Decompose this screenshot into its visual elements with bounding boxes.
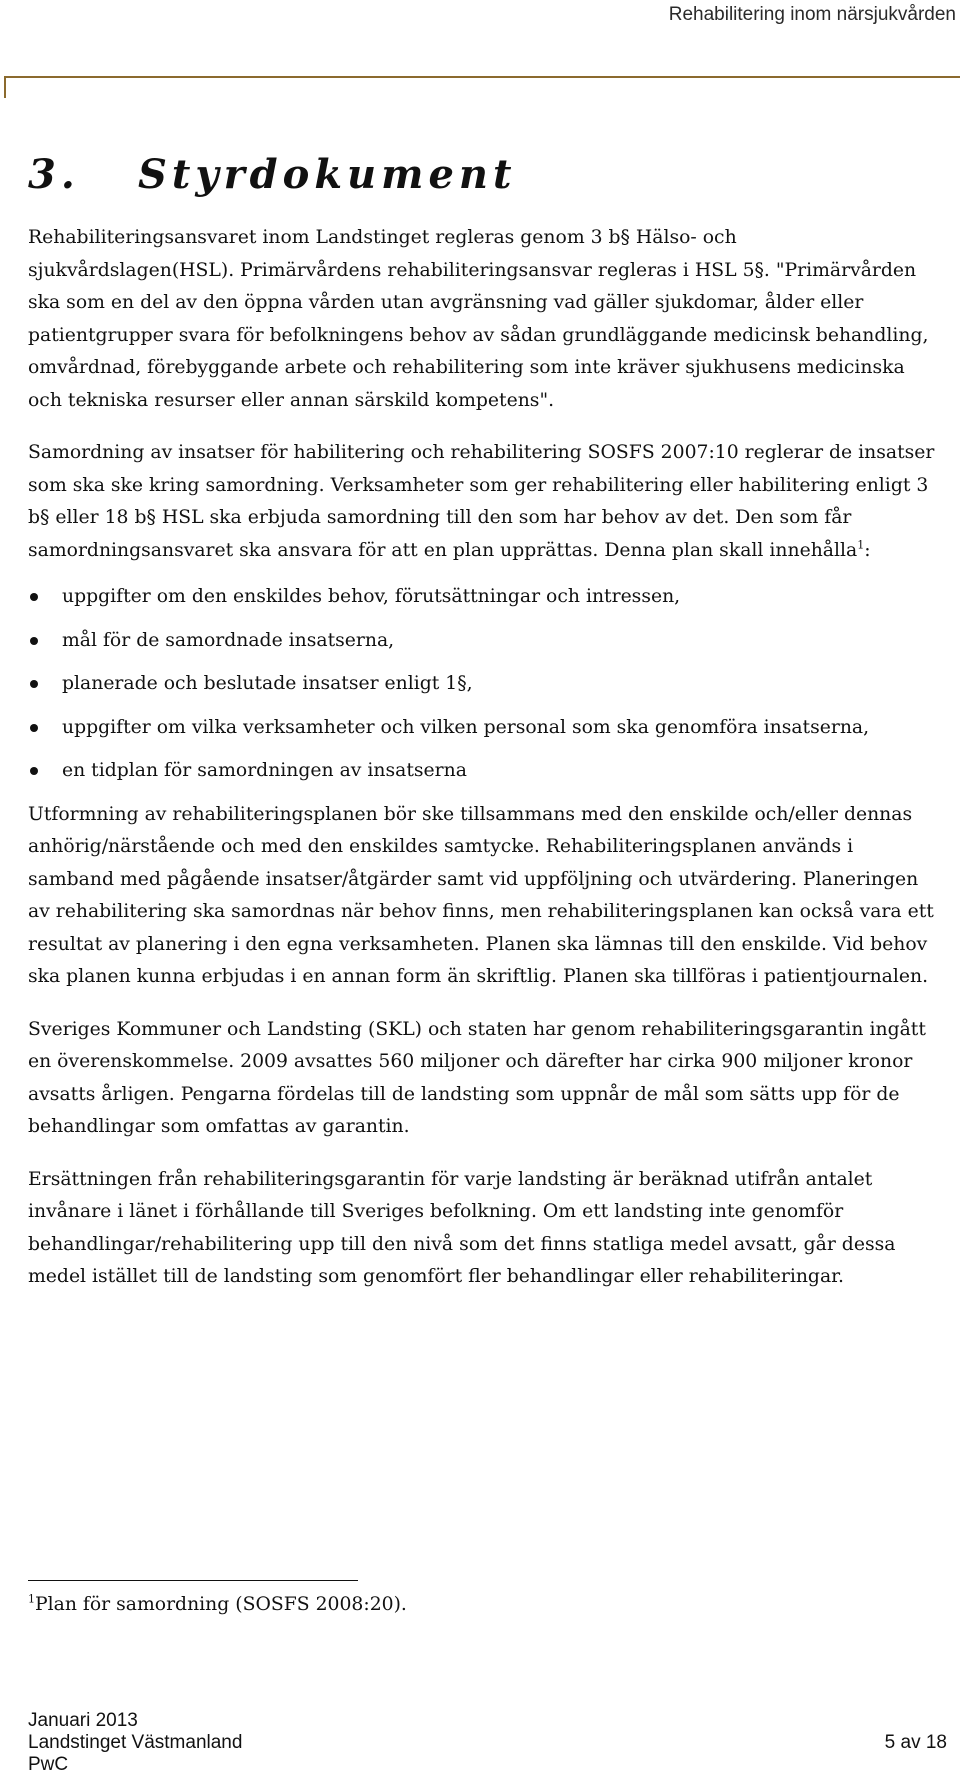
page-footer bbox=[28, 1710, 242, 1776]
footnote-separator bbox=[28, 1580, 358, 1581]
paragraph-samordning-colon: : bbox=[864, 539, 871, 561]
page-content bbox=[28, 150, 938, 1314]
section-title: Styrdokument bbox=[138, 151, 517, 198]
paragraph-skl: Sveriges Kommuner och Landsting (SKL) och staten har genom rehabiliteringsgarantin ingått en överenskommelse. 2009 avsattes 560 miljoner och därefter har cirka 900 miljoner kronor avsatts årligen. Pengarna fördelas till de landsting som uppnår de mål som sätts upp för de behandlingar som omfattas av garantin. bbox=[28, 1018, 926, 1137]
list-item-text: planerade och beslutade insatser enligt 1§, bbox=[62, 673, 473, 694]
bullet-icon bbox=[30, 637, 38, 645]
list-item bbox=[28, 755, 938, 788]
paragraph-samordning-text: Samordning av insatser för habilitering och rehabilitering SOSFS 2007:10 reglerar de insatser som ska ske kring samordning. Verksamheter som ger rehabilitering eller habilitering enligt 3 b§ eller 18 b§ HSL ska erbjuda samordning till den som har behov av det. Den som får samordningsansvaret ska ansvara för att en plan upprättas. Denna plan skall innehålla bbox=[28, 442, 935, 561]
bullet-icon bbox=[30, 680, 38, 688]
plan-contents-list bbox=[28, 581, 938, 788]
list-item bbox=[28, 712, 938, 745]
paragraph-ersattning: Ersättningen från rehabiliteringsgarantin för varje landsting är beräknad utifrån antalet invånare i länet i förhållande till Sveriges befolkning. Om ett landsting inte genomför behandlingar/rehabilitering upp till den nivå som det finns statliga medel avsatt, går dessa medel istället till de landsting som genomfört fler behandlingar eller rehabiliteringar. bbox=[28, 1168, 896, 1287]
paragraph-hsl: Rehabiliteringsansvaret inom Landstinget regleras genom 3 b§ Hälso- och sjukvårdslagen(HSL). Primärvårdens rehabiliteringsansvar regleras i HSL 5§. "Primärvården ska som en del av den öppna vården utan avgränsning vad gäller sjukdomar, ålder eller patientgrupper svara för befolkningens behov av sådan grundläggande medicinsk behandling, omvårdnad, förebyggande arbete och rehabilitering som inte kräver sjukhusens medicinska och tekniska resurser eller annan särskild kompetens". bbox=[28, 227, 929, 411]
footnote-marker: 1 bbox=[28, 1592, 35, 1606]
footer-organization: Landstinget Västmanland bbox=[28, 1732, 243, 1753]
list-item bbox=[28, 581, 938, 614]
running-header-title: Rehabilitering inom närsjukvården bbox=[668, 4, 956, 25]
header-rule-tick bbox=[4, 76, 6, 98]
section-number: 3. bbox=[28, 151, 80, 198]
list-item bbox=[28, 668, 938, 701]
paragraph-rehabiliteringsplan: Utformning av rehabiliteringsplanen bör ske tillsammans med den enskilde och/eller dennas anhörig/närstående och med den enskildes samtycke. Rehabiliteringsplanen används i samband med pågående insatser/åtgärder samt vid uppföljning och utvärdering. Planeringen av rehabilitering ska samordnas när behov finns, men rehabiliteringsplanen kan också vara ett resultat av planering i den egna verksamheten. Planen ska lämnas till den enskilde. Vid behov ska planen kunna erbjudas i en annan form än skriftlig. Planen ska tillföras i patientjournalen. bbox=[28, 803, 934, 987]
list-item bbox=[28, 625, 938, 658]
footnote-text: Plan för samordning (SOSFS 2008:20). bbox=[35, 1594, 407, 1615]
bullet-icon bbox=[30, 593, 38, 601]
bullet-icon bbox=[30, 724, 38, 732]
section-heading bbox=[28, 150, 938, 200]
footnote bbox=[28, 1592, 407, 1618]
footer-date: Januari 2013 bbox=[28, 1710, 138, 1731]
list-item-text: mål för de samordnade insatserna, bbox=[62, 629, 395, 651]
footnote-reference[interactable]: 1 bbox=[857, 538, 865, 552]
list-item-text: uppgifter om vilka verksamheter och vilken personal som ska genomföra insatserna, bbox=[62, 716, 870, 738]
header-rule bbox=[4, 76, 960, 78]
list-item-text: en tidplan för samordningen av insatserna bbox=[62, 760, 467, 781]
bullet-icon bbox=[30, 767, 38, 775]
page-number: 5 av 18 bbox=[884, 1732, 947, 1753]
footer-company: PwC bbox=[28, 1754, 69, 1775]
list-item-text: uppgifter om den enskildes behov, förutsättningar och intressen, bbox=[62, 586, 681, 607]
paragraph-samordning bbox=[28, 437, 938, 567]
